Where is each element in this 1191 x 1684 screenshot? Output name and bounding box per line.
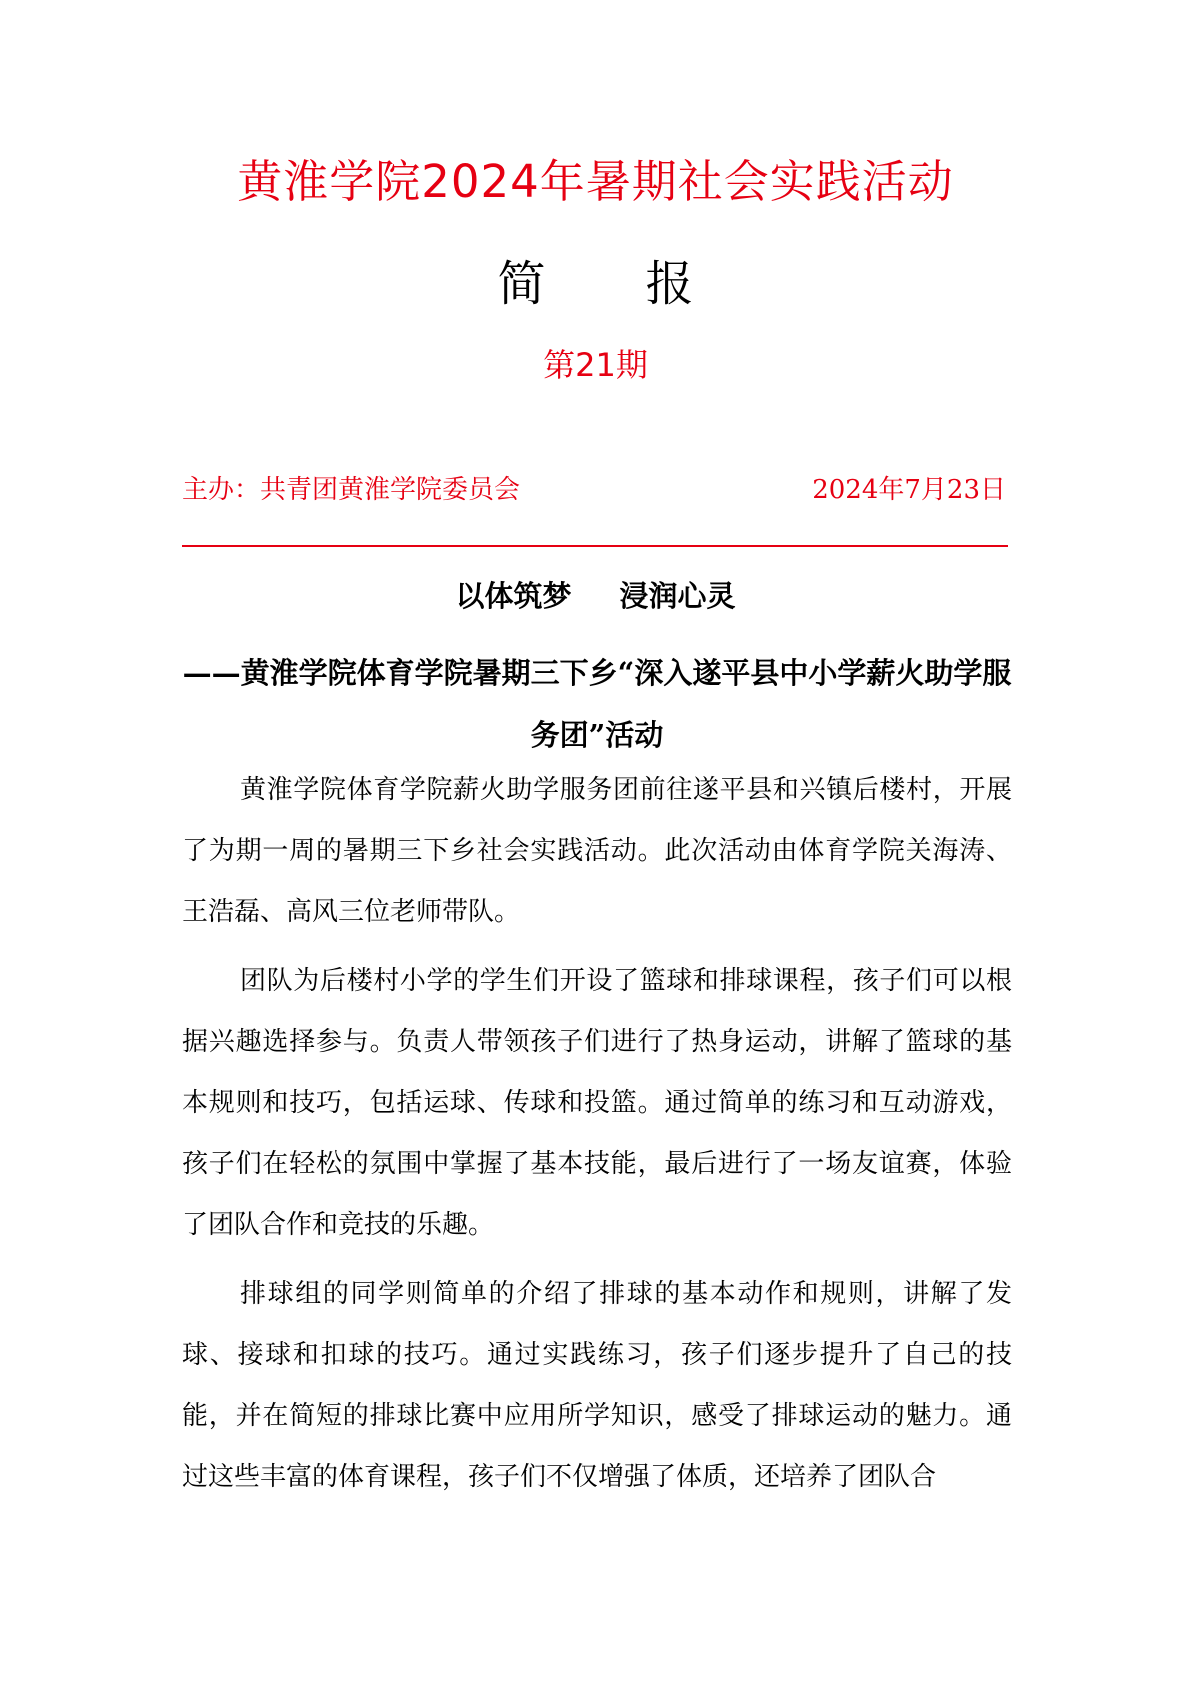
issue-number: 第21期 [543,346,648,384]
article-title-part-2: 浸润心灵 [619,579,736,613]
article-title-part-1: 以体筑梦 [455,579,572,613]
organizer-line: 主办：共青团黄淮学院委员会 [182,475,521,505]
header-divider [182,545,1008,547]
subtitle-char-1: 简 [497,256,546,312]
body-paragraph: 团队为后楼村小学的学生们开设了篮球和排球课程，孩子们可以根据兴趣选择参与。负责人带领孩子们进行了热身运动，讲解了篮球的基本规则和技巧，包括运球、传球和投篮。通过简单的练习和互动游戏，孩子们在轻松的氛围中掌握了基本技能，最后进行了一场友谊赛，体验了团队合作和竞技的乐趣。 [182,966,1012,1240]
body-paragraph: 排球组的同学则简单的介绍了排球的基本动作和规则，讲解了发球、接球和扣球的技巧。通过实践练习，孩子们逐步提升了自己的技能，并在简短的排球比赛中应用所学知识，感受了排球运动的魅力。通过这些丰富的体育课程，孩子们不仅增强了体质，还培养了团队合 [182,1279,1012,1492]
article-body [182,760,1012,1516]
bulletin-title: 黄淮学院2024年暑期社会实践活动 [237,155,954,208]
subtitle-char-2: 报 [645,256,694,312]
publish-date: 2024年7月23日 [812,475,1006,505]
article-subtitle: ——黄淮学院体育学院暑期三下乡“深入遂平县中小学薪火助学服务团”活动 [182,656,1012,752]
body-paragraph: 黄淮学院体育学院薪火助学服务团前往遂平县和兴镇后楼村，开展了为期一周的暑期三下乡社会实践活动。此次活动由体育学院关海涛、王浩磊、高风三位老师带队。 [182,775,1012,927]
bulletin-subtitle [0,254,1191,314]
article-title [0,574,1191,618]
